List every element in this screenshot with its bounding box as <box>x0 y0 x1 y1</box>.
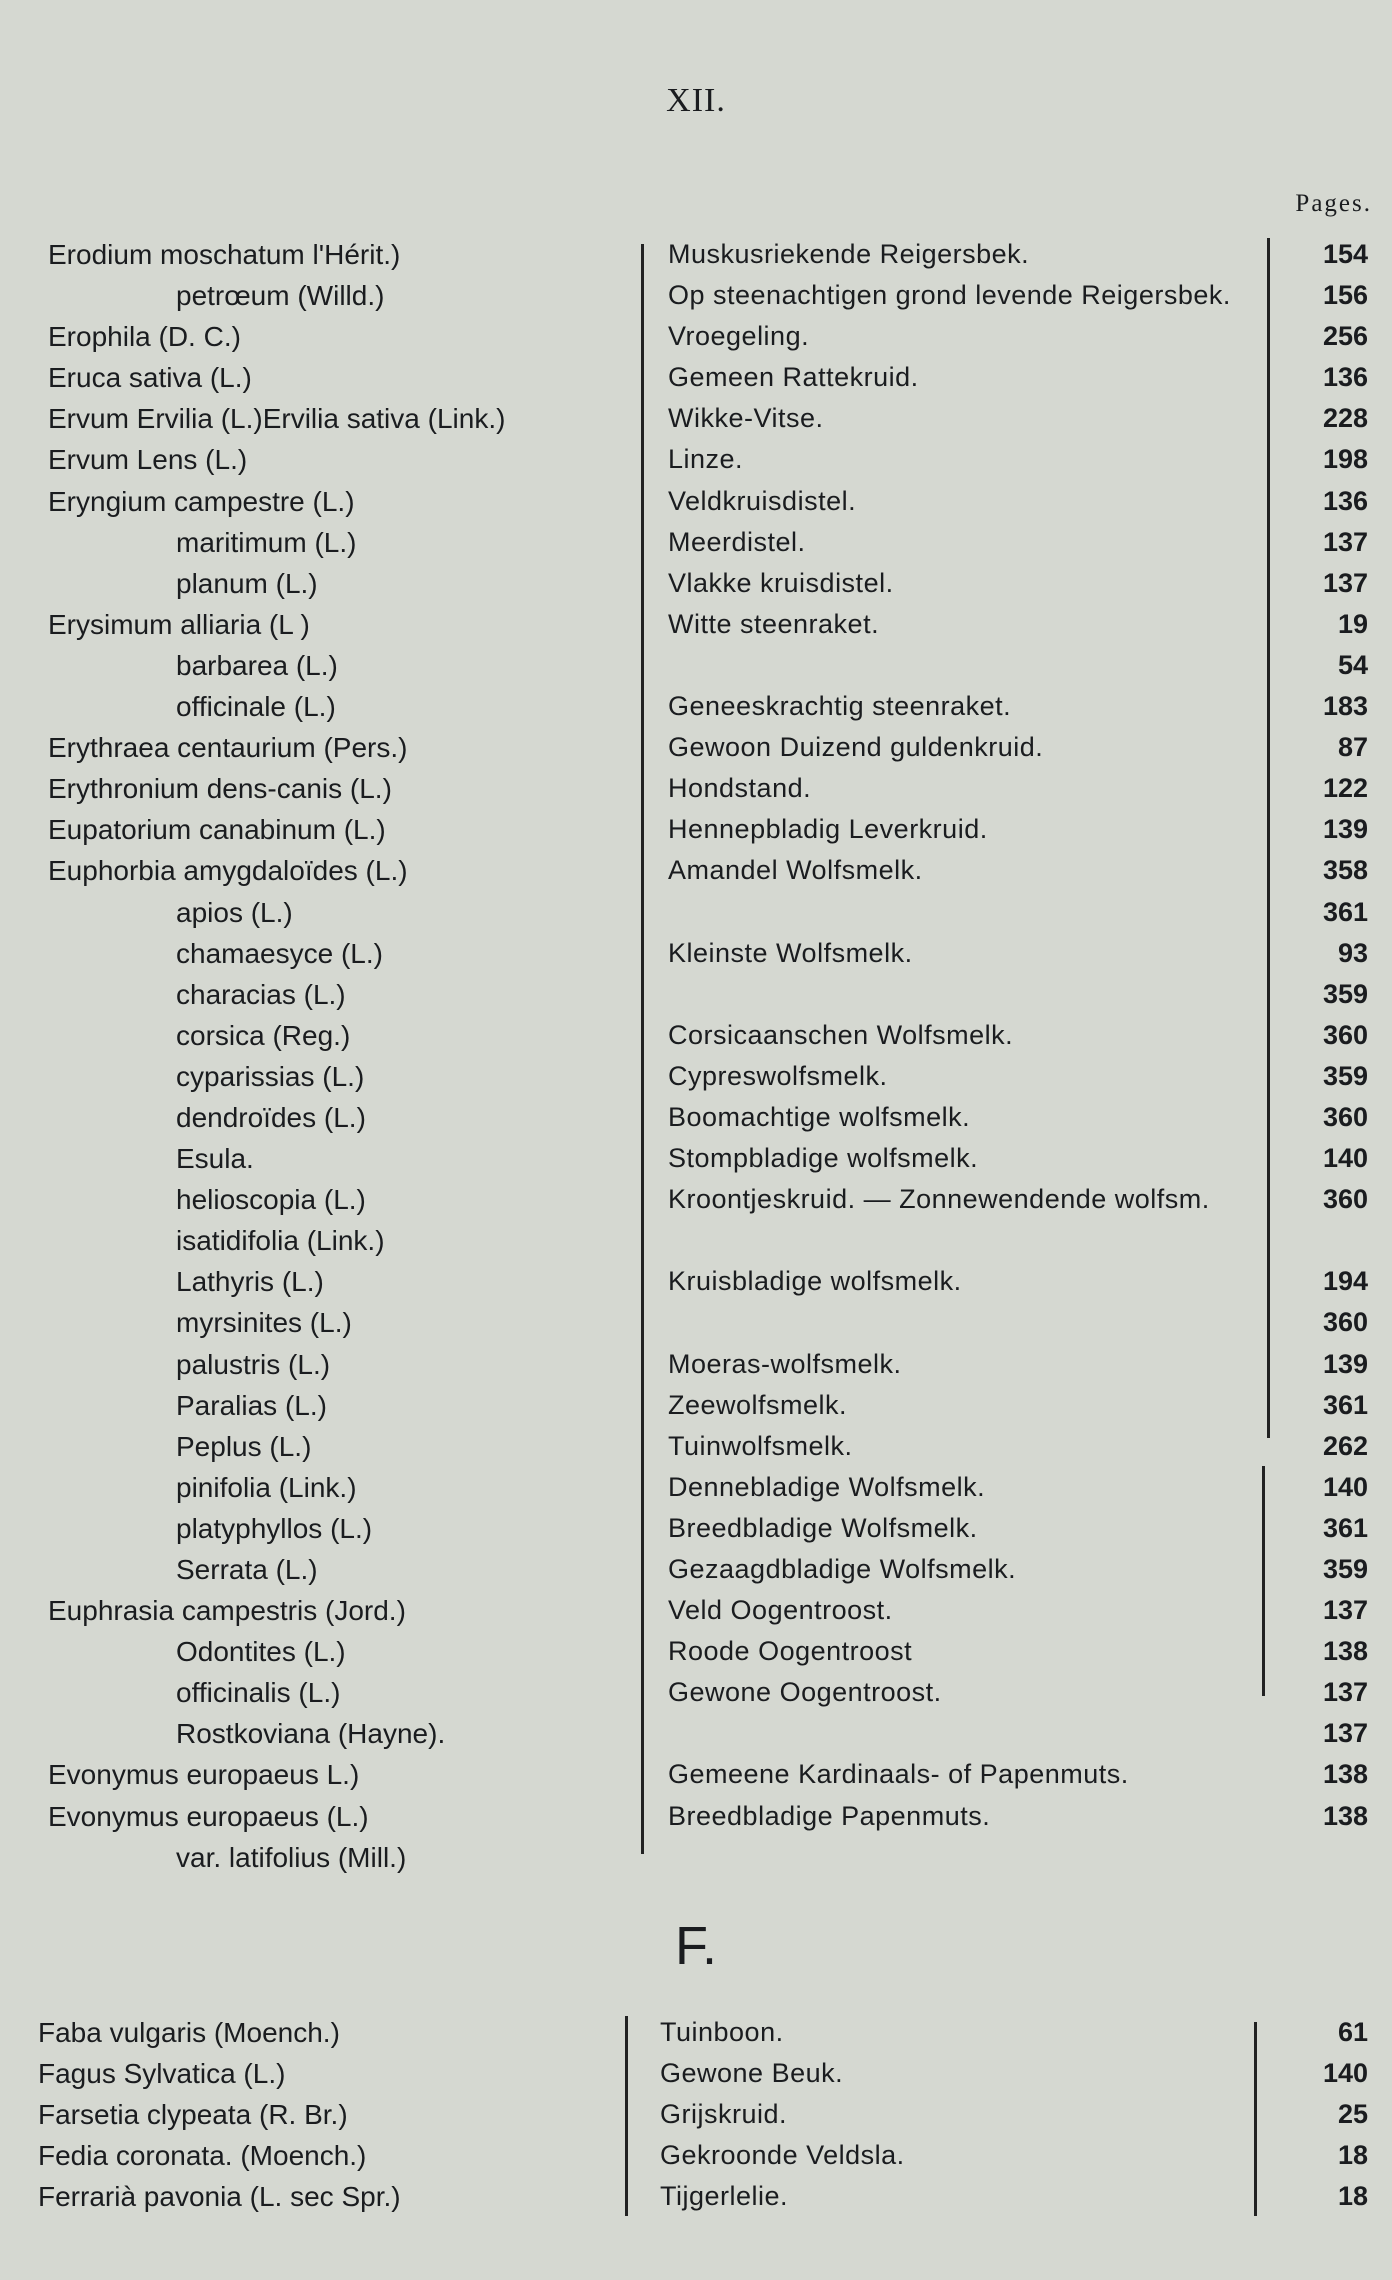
page-reference: 136 <box>1322 362 1368 393</box>
latin-name: cyparissias (L.) <box>176 1060 365 1092</box>
index-row <box>0 398 1392 439</box>
latin-name: myrsinites (L.) <box>176 1307 352 1339</box>
latin-name: dendroïdes (L.) <box>176 1101 366 1133</box>
page-reference: 361 <box>1322 1512 1368 1543</box>
index-row <box>0 1508 1392 1549</box>
dutch-name: Meerdistel. <box>668 526 806 557</box>
index-row <box>0 809 1392 850</box>
dutch-name: Linze. <box>668 444 744 475</box>
page-reference: 358 <box>1322 855 1368 886</box>
latin-name: Eryngium campestre (L.) <box>48 485 355 517</box>
index-row <box>0 1549 1392 1590</box>
latin-name: isatidifolia (Link.) <box>176 1225 385 1257</box>
latin-name: corsica (Reg.) <box>176 1019 351 1051</box>
dutch-name: Grijskruid. <box>660 2099 788 2130</box>
dutch-name: Tuinwolfsmelk. <box>668 1430 853 1461</box>
dutch-name: Gewone Beuk. <box>660 2058 844 2089</box>
page-reference: 360 <box>1322 1101 1368 1132</box>
dutch-name: Gewoon Duizend guldenkruid. <box>668 732 1044 763</box>
dutch-name: Roode Oogentroost <box>668 1636 913 1667</box>
latin-name: Lathyris (L.) <box>176 1266 324 1298</box>
dutch-name: Gewone Oogentroost. <box>668 1677 942 1708</box>
latin-name: Faba vulgaris (Moench.) <box>38 2017 340 2048</box>
latin-name: officinalis (L.) <box>176 1677 341 1709</box>
page-reference: 360 <box>1322 1184 1368 1215</box>
index-row <box>0 933 1392 974</box>
latin-name: officinale (L.) <box>176 691 336 723</box>
dutch-name: Op steenachtigen grond levende Reigersbek. <box>668 280 1231 311</box>
page-reference: 18 <box>1337 2140 1368 2171</box>
dutch-name: Dennebladige Wolfsmelk. <box>668 1471 986 1502</box>
index-row <box>0 645 1392 686</box>
dutch-name: Kleinste Wolfsmelk. <box>668 937 913 968</box>
latin-name: Erythraea centaurium (Pers.) <box>48 732 408 764</box>
index-row <box>0 1056 1392 1097</box>
latin-name: Farsetia clypeata (R. Br.) <box>38 2099 348 2131</box>
page-number: XII. <box>666 82 726 119</box>
latin-name: Peplus (L.) <box>176 1430 312 1462</box>
page-reference: 256 <box>1322 321 1368 352</box>
index-row <box>0 439 1392 480</box>
dutch-name: Vroegeling. <box>668 321 810 352</box>
dutch-name: Moeras-wolfsmelk. <box>668 1348 902 1379</box>
index-row <box>0 974 1392 1015</box>
page-reference: 137 <box>1322 1718 1368 1749</box>
index-row <box>0 1344 1392 1385</box>
dutch-name: Hondstand. <box>668 773 812 804</box>
dutch-name: Tijgerlelie. <box>660 2181 789 2212</box>
index-row <box>0 1590 1392 1631</box>
dutch-name: Muskusriekende Reigersbek. <box>668 239 1030 269</box>
page-reference: 93 <box>1337 937 1368 968</box>
index-table-f <box>0 2012 1392 2217</box>
latin-name: apios (L.) <box>176 896 293 928</box>
page-reference: 61 <box>1337 2017 1368 2047</box>
dutch-name: Hennepbladig Leverkruid. <box>668 814 988 845</box>
index-row <box>0 1220 1392 1261</box>
page-reference: 122 <box>1322 773 1368 804</box>
page-reference: 360 <box>1322 1019 1368 1050</box>
dutch-name: Tuinboon. <box>660 2017 784 2047</box>
page-reference: 136 <box>1322 485 1368 516</box>
dutch-name: Breedbladige Wolfsmelk. <box>668 1512 978 1543</box>
index-row <box>0 1467 1392 1508</box>
index-row <box>0 357 1392 398</box>
page-reference: 154 <box>1322 239 1368 269</box>
index-row <box>0 2176 1392 2217</box>
page-reference: 137 <box>1322 1677 1368 1708</box>
page-reference: 156 <box>1322 280 1368 311</box>
index-row <box>0 2012 1392 2053</box>
index-row <box>0 2135 1392 2176</box>
page-reference: 138 <box>1322 1800 1368 1831</box>
index-row <box>0 481 1392 522</box>
page-reference: 360 <box>1322 1307 1368 1338</box>
latin-name: Evonymus europaeus (L.) <box>48 1800 369 1832</box>
latin-name: Eruca sativa (L.) <box>48 362 252 394</box>
dutch-name: Amandel Wolfsmelk. <box>668 855 923 886</box>
index-row <box>0 1672 1392 1713</box>
section-letter-f: F. <box>674 1916 717 1976</box>
page-reference: 183 <box>1322 691 1368 722</box>
page-reference: 54 <box>1337 649 1368 680</box>
page-reference: 361 <box>1322 896 1368 927</box>
latin-name: Euphorbia amygdaloïdes (L.) <box>48 855 408 887</box>
page-reference: 262 <box>1322 1430 1368 1461</box>
page-reference: 359 <box>1322 1554 1368 1584</box>
dutch-name: Geneeskrachtig steenraket. <box>668 691 1012 722</box>
index-row <box>0 686 1392 727</box>
index-table-e <box>0 234 1392 1878</box>
index-row <box>0 2094 1392 2135</box>
dutch-name: Veld Oogentroost. <box>668 1595 893 1626</box>
latin-name: Eupatorium canabinum (L.) <box>48 814 386 846</box>
latin-name: Fedia coronata. (Moench.) <box>38 2140 367 2172</box>
dutch-name: Veldkruisdistel. <box>668 485 857 516</box>
index-row <box>0 1015 1392 1056</box>
page-reference: 198 <box>1322 444 1368 475</box>
index-row <box>0 1302 1392 1343</box>
dutch-name: Vlakke kruisdistel. <box>668 567 894 598</box>
pages-column-header: Pages. <box>1295 190 1372 217</box>
dutch-name: Kruisbladige wolfsmelk. <box>668 1266 962 1297</box>
index-row <box>0 1138 1392 1179</box>
dutch-name: Wikke-Vitse. <box>668 403 824 434</box>
latin-name: Erythronium dens-canis (L.) <box>48 773 392 805</box>
index-row <box>0 275 1392 316</box>
index-row <box>0 1179 1392 1220</box>
index-row <box>0 1837 1392 1878</box>
dutch-name: Zeewolfsmelk. <box>668 1389 848 1420</box>
index-row <box>0 234 1392 275</box>
page-reference: 140 <box>1322 2058 1368 2089</box>
dutch-name: Gekroonde Veldsla. <box>660 2140 905 2171</box>
latin-name: Euphrasia campestris (Jord.) <box>48 1595 406 1627</box>
index-row <box>0 316 1392 357</box>
dutch-name: Gemeene Kardinaals- of Papenmuts. <box>668 1759 1129 1790</box>
page-reference: 137 <box>1322 1595 1368 1626</box>
dutch-name: Cypreswolfsmelk. <box>668 1060 888 1091</box>
latin-name: barbarea (L.) <box>176 649 338 681</box>
index-row <box>0 1426 1392 1467</box>
latin-name: Ferrarià pavonia (L. sec Spr.) <box>38 2181 401 2213</box>
page-reference: 140 <box>1322 1143 1368 1174</box>
latin-name: Erodium moschatum l'Hérit.) <box>48 239 401 270</box>
index-row <box>0 892 1392 933</box>
latin-name: pinifolia (Link.) <box>176 1471 357 1503</box>
index-row <box>0 1097 1392 1138</box>
dutch-name: Witte steenraket. <box>668 608 880 639</box>
latin-name: Rostkoviana (Hayne). <box>176 1718 446 1750</box>
page-reference: 140 <box>1322 1471 1368 1502</box>
index-row <box>0 1631 1392 1672</box>
page-reference: 138 <box>1322 1636 1368 1667</box>
page-reference: 18 <box>1337 2181 1368 2212</box>
page-reference: 87 <box>1337 732 1368 763</box>
index-row <box>0 1385 1392 1426</box>
latin-name: chamaesyce (L.) <box>176 937 383 969</box>
page-reference: 139 <box>1322 1348 1368 1379</box>
latin-name: var. latifolius (Mill.) <box>176 1841 407 1873</box>
page-reference: 19 <box>1337 608 1368 639</box>
dutch-name: Gemeen Rattekruid. <box>668 362 919 393</box>
page-reference: 359 <box>1322 1060 1368 1091</box>
dutch-name: Breedbladige Papenmuts. <box>668 1800 991 1831</box>
latin-name: Fagus Sylvatica (L.) <box>38 2058 286 2090</box>
page-reference: 228 <box>1322 403 1368 434</box>
latin-name: planum (L.) <box>176 567 318 599</box>
index-row <box>0 850 1392 891</box>
index-row <box>0 1261 1392 1302</box>
latin-name: Esula. <box>176 1143 254 1175</box>
page-reference: 194 <box>1322 1266 1368 1297</box>
latin-name: Erophila (D. C.) <box>48 321 241 353</box>
latin-name: palustris (L.) <box>176 1348 331 1380</box>
latin-name: characias (L.) <box>176 978 346 1010</box>
page-reference: 137 <box>1322 526 1368 557</box>
page-reference: 138 <box>1322 1759 1368 1790</box>
latin-name: petrœum (Willd.) <box>176 280 385 312</box>
page-reference: 359 <box>1322 978 1368 1009</box>
index-row <box>0 768 1392 809</box>
latin-name: Paralias (L.) <box>176 1389 327 1421</box>
page-reference: 137 <box>1322 567 1368 598</box>
dutch-name: Corsicaanschen Wolfsmelk. <box>668 1019 1014 1050</box>
dutch-name: Boomachtige wolfsmelk. <box>668 1101 971 1132</box>
dutch-name: Gezaagdbladige Wolfsmelk. <box>668 1554 1017 1584</box>
latin-name: Serrata (L.) <box>176 1554 318 1585</box>
index-row <box>0 2053 1392 2094</box>
latin-name: Ervum Lens (L.) <box>48 444 248 476</box>
latin-name: helioscopia (L.) <box>176 1184 366 1216</box>
index-row <box>0 1713 1392 1754</box>
latin-name: Erysimum alliaria (L ) <box>48 608 310 640</box>
index-row <box>0 1796 1392 1837</box>
latin-name: Odontites (L.) <box>176 1636 346 1668</box>
page-reference: 361 <box>1322 1389 1368 1420</box>
index-row <box>0 563 1392 604</box>
page-reference: 139 <box>1322 814 1368 845</box>
page-reference: 25 <box>1337 2099 1368 2130</box>
index-row <box>0 727 1392 768</box>
dutch-name: Kroontjeskruid. — Zonnewendende wolfsm. <box>668 1184 1210 1215</box>
latin-name: maritimum (L.) <box>176 526 357 558</box>
latin-name: platyphyllos (L.) <box>176 1512 373 1544</box>
latin-name: Ervum Ervilia (L.)Ervilia sativa (Link.) <box>48 403 506 435</box>
index-row <box>0 522 1392 563</box>
index-row <box>0 604 1392 645</box>
dutch-name: Stompbladige wolfsmelk. <box>668 1143 979 1174</box>
latin-name: Evonymus europaeus L.) <box>48 1759 360 1791</box>
index-row <box>0 1754 1392 1795</box>
